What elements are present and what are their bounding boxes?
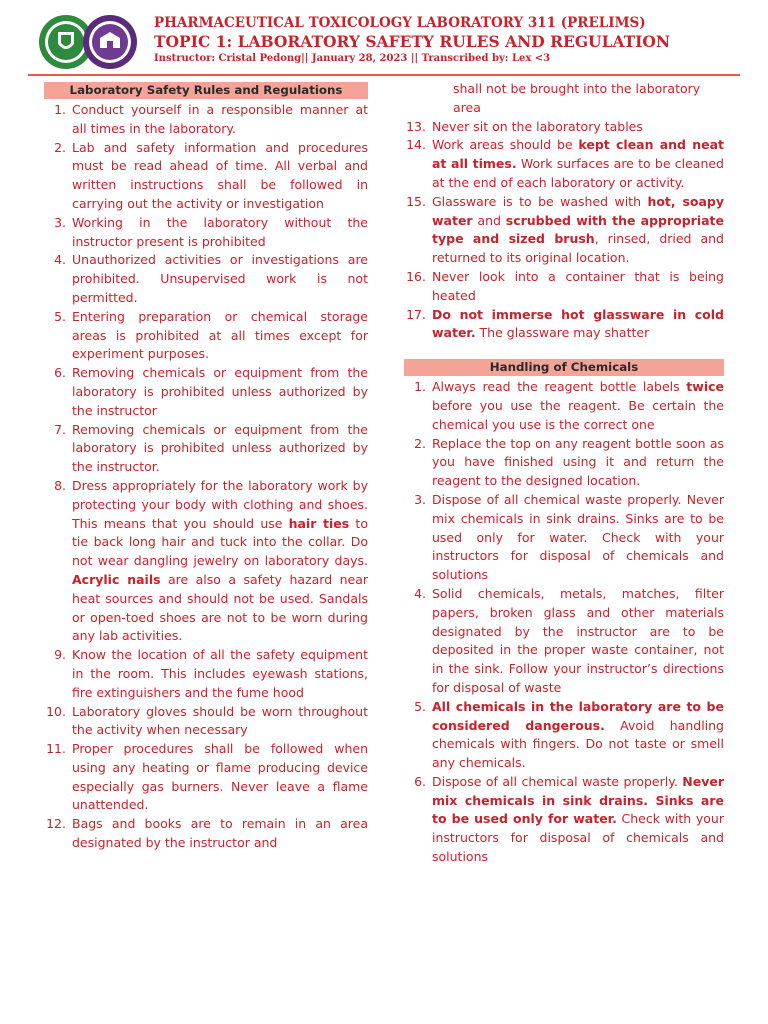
item-number: 9. xyxy=(54,647,66,663)
item-number: 2. xyxy=(414,435,426,451)
item-text xyxy=(72,703,368,741)
safety-rules-list xyxy=(44,101,368,853)
bold-text: hair ties xyxy=(288,515,350,531)
text-run: Replace the top on any reagent bottle soon as you have finished using it and return the reagent to the designed location. xyxy=(432,435,724,489)
item-number: 6. xyxy=(54,365,66,381)
text-run: Dispose of all chemical waste properly. xyxy=(432,773,683,789)
item-text xyxy=(72,421,368,477)
list-item xyxy=(44,703,368,741)
list-item xyxy=(404,435,724,491)
item-number: 1. xyxy=(54,102,66,117)
item-text xyxy=(432,773,724,867)
list-item xyxy=(44,477,368,646)
text-run: Dispose of all chemical waste properly. Never mix chemicals in sink drains. Sinks are to be used only for water. Check with your instructors for disposal of chemicals and solutions xyxy=(432,491,724,583)
list-item xyxy=(44,815,368,853)
text-run: Laboratory gloves should be worn throughout the activity when necessary xyxy=(72,703,368,738)
text-run: Know the location of all the safety equipment in the room. This includes eyewash stations, fire extinguishers and the fume hood xyxy=(72,647,368,700)
bold-text: kept clean and neat at all times. xyxy=(432,137,724,172)
item-text xyxy=(432,136,724,192)
text-run: Work surfaces are to be cleaned at the end of each laboratory or activity. xyxy=(432,156,724,190)
item-number: 5. xyxy=(414,698,426,714)
list-item xyxy=(44,421,368,477)
document-header xyxy=(0,0,768,80)
right-column xyxy=(404,82,724,867)
item-number: 7. xyxy=(54,421,66,437)
list-item xyxy=(44,214,368,252)
list-item xyxy=(44,251,368,307)
list-item xyxy=(404,118,724,137)
list-item xyxy=(44,740,368,815)
department-seal-logo xyxy=(82,14,138,70)
item-text xyxy=(72,101,368,139)
text-run: Check with your instructors for disposal of chemicals and solutions xyxy=(432,811,724,865)
list-item xyxy=(404,491,724,585)
list-item xyxy=(404,136,724,192)
item-text xyxy=(432,268,724,306)
item-number: 14. xyxy=(406,137,426,153)
list-continuation-text: shall not be brought into the laboratory area xyxy=(453,81,701,115)
text-run: Unauthorized activities or investigations are prohibited. Unsupervised work is not permitted. xyxy=(72,252,368,305)
list-item xyxy=(44,308,368,364)
item-text xyxy=(432,491,724,585)
section-heading-handling-chemicals: Handling of Chemicals xyxy=(404,359,724,376)
text-run: Conduct yourself in a responsible manner at all times in the laboratory. xyxy=(72,102,368,136)
list-item xyxy=(44,364,368,420)
text-run: , rinsed, dried and returned to its original location. xyxy=(432,231,724,266)
text-run: Dress appropriately for the laboratory work by protecting your body with clothing and shoes. This means that you should use xyxy=(72,477,368,531)
bold-text: twice xyxy=(686,379,724,395)
item-text xyxy=(432,378,724,434)
item-text xyxy=(72,214,368,252)
text-run: Work areas should be xyxy=(432,137,579,153)
item-text xyxy=(72,815,368,853)
text-run: Never look into a container that is being heated xyxy=(432,268,724,303)
item-number: 13. xyxy=(406,118,426,134)
item-text xyxy=(432,193,724,268)
item-number: 3. xyxy=(54,214,66,230)
bold-text: Do not immerse hot glassware in cold water. xyxy=(432,306,724,341)
header-divider xyxy=(28,74,740,76)
text-run: Glassware is to be washed with xyxy=(432,193,648,209)
item-text xyxy=(72,740,368,815)
item-number: 2. xyxy=(54,139,66,155)
text-run: Removing chemicals or equipment from the laboratory is prohibited unless authorized by the instructor xyxy=(72,365,368,418)
list-item xyxy=(404,306,724,344)
item-number: 12. xyxy=(46,816,66,832)
topic-title: TOPIC 1: LABORATORY SAFETY RULES AND REGULATION xyxy=(154,32,671,51)
item-number: 11. xyxy=(46,741,66,757)
bold-text: Acrylic nails xyxy=(72,571,161,587)
item-number: 16. xyxy=(406,268,426,284)
list-item xyxy=(404,268,724,306)
text-run: Working in the laboratory without the instructor present is prohibited xyxy=(72,214,368,249)
bold-text: Never mix chemicals in sink drains. Sinks are to be used only for water. xyxy=(432,773,724,827)
item-text xyxy=(432,435,724,491)
list-item xyxy=(404,378,724,434)
item-text xyxy=(72,646,368,702)
safety-rules-list-continued xyxy=(404,118,724,344)
item-number: 4. xyxy=(54,252,66,268)
list-item xyxy=(404,193,724,268)
instructor-date-line: Instructor: Cristal Pedong|| January 28, 2023 || Transcribed by: Lex <3 xyxy=(154,53,551,64)
item-number: 10. xyxy=(46,703,66,719)
item-number: 5. xyxy=(54,308,66,324)
section-heading-safety-rules: Laboratory Safety Rules and Regulations xyxy=(44,82,368,99)
bold-text: scrubbed with the appropriate type and sized brush xyxy=(432,212,725,247)
text-run: Solid chemicals, metals, matches, filter papers, broken glass and other materials designated by the instructor are to be deposited in the proper waste container, not in the sink. Follow your instructor’s directions for disposal of waste xyxy=(432,585,724,695)
handling-chemicals-list xyxy=(404,378,724,867)
text-run: Proper procedures shall be followed when using any heating or flame producing device especially gas burners. Never leave a flame unattended. xyxy=(72,741,368,813)
item-number: 3. xyxy=(414,491,426,507)
course-title: PHARMACEUTICAL TOXICOLOGY LABORATORY 311 (PRELIMS) xyxy=(154,15,646,31)
bold-text: hot, soapy water xyxy=(432,193,725,228)
text-run: The glassware may shatter xyxy=(475,325,650,341)
list-item xyxy=(404,698,724,773)
item-text xyxy=(432,698,724,773)
item-number: 8. xyxy=(54,477,66,493)
item-text xyxy=(72,139,368,214)
item-text xyxy=(72,308,368,364)
text-run: Bags and books are to remain in an area designated by the instructor and xyxy=(72,816,368,851)
item-text xyxy=(72,477,368,646)
text-run: Always read the reagent bottle labels xyxy=(432,379,687,395)
left-column xyxy=(44,82,368,853)
item-text xyxy=(432,118,724,137)
bold-text: All chemicals in the laboratory are to be considered dangerous. xyxy=(432,698,724,733)
text-run: before you use the reagent. Be certain the chemical you use is the correct one xyxy=(432,397,724,432)
text-run: and xyxy=(472,212,506,228)
text-run: Removing chemicals or equipment from the laboratory is prohibited unless authorized by the instructor. xyxy=(72,421,368,475)
text-run: Lab and safety information and procedures must be read ahead of time. All verbal and written instructions shall be followed in carrying out the activity or investigation xyxy=(72,139,368,211)
list-item xyxy=(404,585,724,698)
text-run: to tie back long hair and tuck into the collar. Do not wear dangling jewelry on laboratory days. xyxy=(72,515,368,569)
item-text xyxy=(72,251,368,307)
list-item xyxy=(44,139,368,214)
text-run: Entering preparation or chemical storage areas is prohibited at all times except for experiment purposes. xyxy=(72,308,368,362)
item-number: 1. xyxy=(414,379,426,395)
item-number: 6. xyxy=(414,773,426,789)
item-number: 4. xyxy=(414,585,426,601)
text-run: Never sit on the laboratory tables xyxy=(432,118,643,134)
list-item xyxy=(44,646,368,702)
item-number: 17. xyxy=(406,306,426,322)
item-text xyxy=(72,364,368,420)
text-run: are also a safety hazard near heat sources and should not be used. Sandals or open-toed shoes are not to be worn during any lab activities. xyxy=(72,571,368,644)
list-item xyxy=(44,101,368,139)
text-run: Avoid handling chemicals with fingers. Do not taste or smell any chemicals. xyxy=(432,717,724,771)
item-text xyxy=(432,306,724,344)
list-item xyxy=(404,773,724,867)
item-number: 15. xyxy=(406,193,426,209)
item-text xyxy=(432,585,724,698)
